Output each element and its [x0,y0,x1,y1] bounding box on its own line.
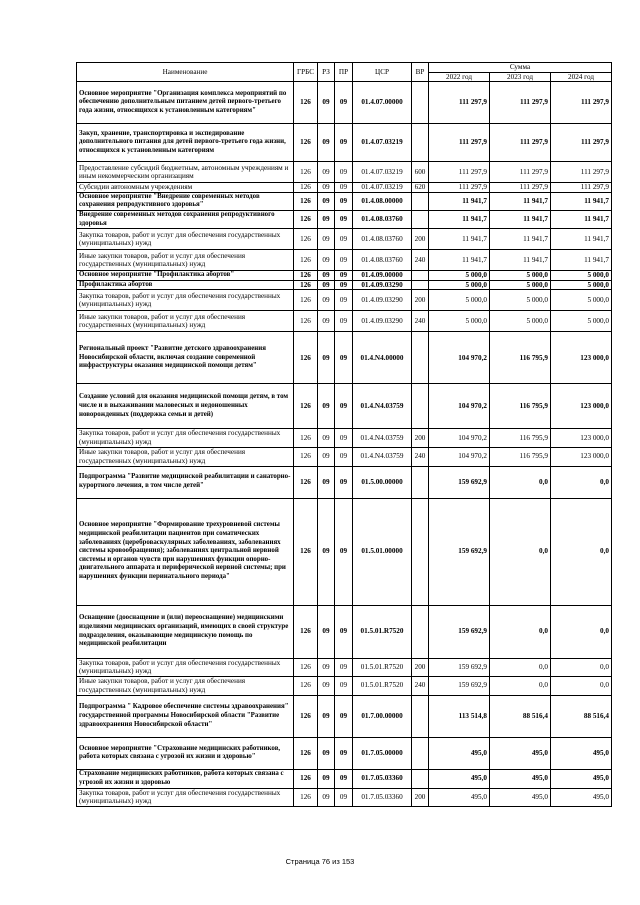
row-rz: 09 [318,605,335,658]
table-row [77,498,612,605]
row-pr: 09 [335,658,353,676]
row-grbs: 126 [294,250,318,271]
row-pr: 09 [335,210,353,228]
row-sum-2022: 159 692,9 [429,605,490,658]
row-grbs: 126 [294,498,318,605]
row-csr: 01.7.00.00000 [353,695,412,737]
row-csr: 01.4.N4.03759 [353,429,412,447]
row-rz: 09 [318,192,335,210]
row-vr [412,192,429,210]
row-sum-2024: 88 516,4 [551,695,612,737]
row-sum-2022: 5 000,0 [429,271,490,281]
row-grbs: 126 [294,769,318,788]
row-name: Закупка товаров, работ и услуг для обеспечения государственных (муниципальных) нужд [77,290,294,311]
row-pr: 09 [335,788,353,806]
header-year-2024: 2024 год [551,72,612,82]
row-sum-2023: 11 941,7 [490,192,551,210]
row-csr: 01.4.08.03760 [353,210,412,228]
row-sum-2024: 11 941,7 [551,192,612,210]
row-rz: 09 [318,658,335,676]
row-rz: 09 [318,384,335,429]
row-csr: 01.4.N4.03759 [353,384,412,429]
row-grbs: 126 [294,124,318,162]
row-sum-2023: 11 941,7 [490,229,551,250]
row-sum-2023: 5 000,0 [490,280,551,290]
row-rz: 09 [318,183,335,193]
row-sum-2024: 111 297,9 [551,162,612,183]
row-csr: 01.7.05.00000 [353,737,412,769]
row-sum-2023: 116 795,9 [490,447,551,466]
row-sum-2024: 5 000,0 [551,280,612,290]
row-sum-2024: 123 000,0 [551,447,612,466]
row-sum-2022: 11 941,7 [429,250,490,271]
table-row [77,737,612,769]
row-grbs: 126 [294,788,318,806]
table-row [77,82,612,124]
row-pr: 09 [335,290,353,311]
row-sum-2024: 11 941,7 [551,229,612,250]
table-row [77,658,612,676]
row-grbs: 126 [294,210,318,228]
table-row [77,311,612,332]
header-vr: ВР [412,63,429,82]
row-rz: 09 [318,788,335,806]
table-row [77,271,612,281]
row-name: Профилактика абортов [77,280,294,290]
row-grbs: 126 [294,384,318,429]
row-rz: 09 [318,769,335,788]
row-sum-2022: 111 297,9 [429,183,490,193]
row-vr [412,82,429,124]
row-grbs: 126 [294,658,318,676]
row-rz: 09 [318,250,335,271]
row-rz: 09 [318,429,335,447]
row-sum-2024: 111 297,9 [551,82,612,124]
row-grbs: 126 [294,82,318,124]
row-sum-2022: 159 692,9 [429,676,490,695]
row-pr: 09 [335,384,353,429]
row-pr: 09 [335,162,353,183]
row-sum-2024: 0,0 [551,605,612,658]
row-vr [412,466,429,498]
table-row [77,466,612,498]
row-vr [412,605,429,658]
row-sum-2022: 495,0 [429,788,490,806]
table-row [77,788,612,806]
row-vr: 240 [412,250,429,271]
row-vr [412,271,429,281]
row-vr: 200 [412,229,429,250]
row-grbs: 126 [294,429,318,447]
row-csr: 01.4.08.03760 [353,250,412,271]
row-pr: 09 [335,271,353,281]
row-sum-2022: 111 297,9 [429,82,490,124]
table-row [77,676,612,695]
table-body [77,82,612,807]
row-sum-2023: 111 297,9 [490,124,551,162]
row-rz: 09 [318,82,335,124]
row-vr: 240 [412,676,429,695]
row-sum-2024: 111 297,9 [551,124,612,162]
table-row [77,250,612,271]
row-pr: 09 [335,695,353,737]
row-grbs: 126 [294,605,318,658]
row-sum-2023: 116 795,9 [490,429,551,447]
row-vr [412,210,429,228]
row-sum-2022: 5 000,0 [429,311,490,332]
row-sum-2023: 5 000,0 [490,290,551,311]
row-sum-2024: 0,0 [551,498,612,605]
row-vr [412,769,429,788]
row-name: Иные закупки товаров, работ и услуг для обеспечения государственных (муниципальных) нужд [77,676,294,695]
row-name: Закупка товаров, работ и услуг для обеспечения государственных (муниципальных) нужд [77,429,294,447]
row-sum-2022: 495,0 [429,737,490,769]
row-pr: 09 [335,498,353,605]
row-sum-2022: 495,0 [429,769,490,788]
row-vr [412,124,429,162]
row-sum-2024: 495,0 [551,737,612,769]
row-sum-2022: 111 297,9 [429,124,490,162]
row-rz: 09 [318,290,335,311]
row-vr: 620 [412,183,429,193]
header-csr: ЦСР [353,63,412,82]
row-grbs: 126 [294,271,318,281]
row-grbs: 126 [294,676,318,695]
row-grbs: 126 [294,162,318,183]
row-sum-2022: 104 970,2 [429,447,490,466]
row-csr: 01.4.08.03760 [353,229,412,250]
row-sum-2022: 159 692,9 [429,466,490,498]
table-row [77,429,612,447]
row-sum-2023: 116 795,9 [490,332,551,384]
row-sum-2024: 123 000,0 [551,384,612,429]
row-csr: 01.4.07.03219 [353,183,412,193]
row-pr: 09 [335,466,353,498]
row-csr: 01.4.07.03219 [353,162,412,183]
header-pr: ПР [335,63,353,82]
row-rz: 09 [318,162,335,183]
table-row [77,290,612,311]
row-vr [412,384,429,429]
row-csr: 01.4.09.03290 [353,280,412,290]
row-sum-2024: 5 000,0 [551,290,612,311]
row-sum-2023: 0,0 [490,605,551,658]
row-name: Закупка товаров, работ и услуг для обеспечения государственных (муниципальных) нужд [77,788,294,806]
row-rz: 09 [318,280,335,290]
row-sum-2024: 5 000,0 [551,311,612,332]
row-rz: 09 [318,332,335,384]
row-rz: 09 [318,229,335,250]
header-year-2023: 2023 год [490,72,551,82]
row-csr: 01.4.08.00000 [353,192,412,210]
row-vr: 200 [412,290,429,311]
row-csr: 01.4.07.00000 [353,82,412,124]
table-row [77,280,612,290]
row-name: Страхование медицинских работников, работа которых связана с угрозой их жизни и здоровью [77,769,294,788]
row-vr [412,695,429,737]
row-pr: 09 [335,676,353,695]
row-vr [412,498,429,605]
row-rz: 09 [318,466,335,498]
row-csr: 01.4.09.03290 [353,311,412,332]
row-grbs: 126 [294,280,318,290]
budget-table [76,62,612,807]
row-pr: 09 [335,605,353,658]
row-grbs: 126 [294,183,318,193]
table-row [77,192,612,210]
row-name: Основное мероприятие "Организация комплекса мероприятий по обеспечению дополнительным питанием детей первого-третьего года жизни, относящихся к установленным категориям" [77,82,294,124]
row-csr: 01.5.01.R7520 [353,658,412,676]
row-rz: 09 [318,311,335,332]
row-sum-2024: 123 000,0 [551,332,612,384]
row-vr: 200 [412,788,429,806]
table-row [77,210,612,228]
row-pr: 09 [335,332,353,384]
row-csr: 01.5.01.R7520 [353,676,412,695]
header-rz: РЗ [318,63,335,82]
row-name: Закупка товаров, работ и услуг для обеспечения государственных (муниципальных) нужд [77,658,294,676]
row-pr: 09 [335,429,353,447]
table-row [77,124,612,162]
row-rz: 09 [318,447,335,466]
row-sum-2023: 5 000,0 [490,271,551,281]
row-sum-2024: 11 941,7 [551,250,612,271]
row-sum-2022: 113 514,8 [429,695,490,737]
header-name: Наименование [77,63,294,82]
row-sum-2023: 111 297,9 [490,82,551,124]
row-name: Закуп, хранение, транспортировка и экспедирование дополнительного питания для детей первого-третьего года жизни, относящихся к установленным категориям [77,124,294,162]
row-sum-2022: 104 970,2 [429,332,490,384]
row-sum-2023: 88 516,4 [490,695,551,737]
row-sum-2023: 11 941,7 [490,210,551,228]
row-name: Предоставление субсидий бюджетным, автономным учреждениям и иным некоммерческим организациям [77,162,294,183]
table-header [77,63,612,82]
row-sum-2022: 159 692,9 [429,658,490,676]
row-csr: 01.5.01.R7520 [353,605,412,658]
row-vr: 200 [412,658,429,676]
table-row [77,769,612,788]
row-sum-2024: 495,0 [551,788,612,806]
row-sum-2024: 495,0 [551,769,612,788]
row-grbs: 126 [294,229,318,250]
row-name: Субсидии автономным учреждениям [77,183,294,193]
row-pr: 09 [335,769,353,788]
row-name: Внедрение современных методов сохранения репродуктивного здоровья [77,210,294,228]
row-name: Создание условий для оказания медицинской помощи детям, в том числе и в выхаживании маловесных и недоношенных новорожденных (поддержка семьи и детей) [77,384,294,429]
row-csr: 01.5.00.00000 [353,466,412,498]
row-rz: 09 [318,695,335,737]
row-name: Основное мероприятие "Формирование трехуровневой системы медицинской реабилитации пациентов при соматических заболеваниях (цереброваскулярных заболеваниях, заболеваниях системы кровообращения); заболеваниях центральной нервной системы и органов чувств при нарушениях функции опорно-двигательного аппарата и периферической нервной системы; при нарушениях функции перинатального периода" [77,498,294,605]
row-sum-2023: 111 297,9 [490,183,551,193]
row-rz: 09 [318,271,335,281]
row-sum-2022: 104 970,2 [429,429,490,447]
row-csr: 01.4.N4.03759 [353,447,412,466]
row-sum-2023: 0,0 [490,676,551,695]
row-sum-2023: 0,0 [490,658,551,676]
row-name: Подпрограмма "Развитие медицинской реабилитации и санаторно-курортного лечения, в том числе детей" [77,466,294,498]
header-sum: Сумма [429,63,612,73]
row-csr: 01.7.05.03360 [353,788,412,806]
row-pr: 09 [335,737,353,769]
table-row [77,605,612,658]
row-sum-2022: 11 941,7 [429,192,490,210]
table-row [77,384,612,429]
row-csr: 01.7.05.03360 [353,769,412,788]
row-pr: 09 [335,311,353,332]
header-grbs: ГРБС [294,63,318,82]
row-pr: 09 [335,280,353,290]
row-sum-2023: 116 795,9 [490,384,551,429]
row-sum-2023: 0,0 [490,466,551,498]
row-pr: 09 [335,447,353,466]
row-csr: 01.4.N4.00000 [353,332,412,384]
row-grbs: 126 [294,447,318,466]
row-grbs: 126 [294,290,318,311]
row-csr: 01.4.07.03219 [353,124,412,162]
row-name: Подпрограмма " Кадровое обеспечение системы здравоохранения" государственной программы Новосибирской области "Развитие здравоохранения Новосибирской области" [77,695,294,737]
row-vr [412,332,429,384]
row-pr: 09 [335,183,353,193]
row-sum-2022: 159 692,9 [429,498,490,605]
row-sum-2024: 0,0 [551,658,612,676]
row-name: Иные закупки товаров, работ и услуг для обеспечения государственных (муниципальных) нужд [77,447,294,466]
row-name: Основное мероприятие "Страхование медицинских работников, работа которых связана с угрозой их жизни и здоровью" [77,737,294,769]
row-grbs: 126 [294,332,318,384]
row-vr: 240 [412,447,429,466]
row-sum-2024: 0,0 [551,466,612,498]
table-row [77,162,612,183]
row-grbs: 126 [294,466,318,498]
row-grbs: 126 [294,737,318,769]
row-sum-2024: 0,0 [551,676,612,695]
row-sum-2022: 104 970,2 [429,384,490,429]
row-sum-2022: 11 941,7 [429,229,490,250]
row-pr: 09 [335,250,353,271]
row-pr: 09 [335,192,353,210]
row-rz: 09 [318,498,335,605]
table-row [77,332,612,384]
row-sum-2023: 0,0 [490,498,551,605]
row-vr [412,737,429,769]
row-sum-2022: 5 000,0 [429,280,490,290]
row-name: Иные закупки товаров, работ и услуг для обеспечения государственных (муниципальных) нужд [77,311,294,332]
row-rz: 09 [318,210,335,228]
row-sum-2022: 111 297,9 [429,162,490,183]
row-sum-2022: 11 941,7 [429,210,490,228]
row-name: Закупка товаров, работ и услуг для обеспечения государственных (муниципальных) нужд [77,229,294,250]
page-number: Страница 76 из 153 [285,857,355,866]
row-csr: 01.4.09.03290 [353,290,412,311]
row-sum-2022: 5 000,0 [429,290,490,311]
table-row [77,229,612,250]
table-row [77,183,612,193]
row-rz: 09 [318,124,335,162]
row-grbs: 126 [294,311,318,332]
row-rz: 09 [318,676,335,695]
row-name: Региональный проект "Развитие детского здравоохранения Новосибирской области, включая создание современной инфраструктуры оказания медицинской помощи детям" [77,332,294,384]
row-name: Основное мероприятие "Профилактика абортов" [77,271,294,281]
row-rz: 09 [318,737,335,769]
row-sum-2024: 111 297,9 [551,183,612,193]
row-name: Оснащение (дооснащение и (или) переоснащение) медицинскими изделиями медицинских организаций, имеющих в своей структуре подразделения, оказывающие медицинскую помощь по медицинской реабилитации [77,605,294,658]
row-sum-2023: 495,0 [490,737,551,769]
row-csr: 01.4.09.00000 [353,271,412,281]
row-pr: 09 [335,229,353,250]
row-vr: 200 [412,429,429,447]
table-row [77,447,612,466]
row-csr: 01.5.01.00000 [353,498,412,605]
row-vr: 240 [412,311,429,332]
row-vr [412,280,429,290]
row-sum-2024: 5 000,0 [551,271,612,281]
row-sum-2023: 5 000,0 [490,311,551,332]
row-sum-2023: 495,0 [490,769,551,788]
row-name: Иные закупки товаров, работ и услуг для обеспечения государственных (муниципальных) нужд [77,250,294,271]
row-sum-2024: 123 000,0 [551,429,612,447]
row-grbs: 126 [294,695,318,737]
table-row [77,695,612,737]
row-vr: 600 [412,162,429,183]
header-year-2022: 2022 год [429,72,490,82]
row-sum-2023: 11 941,7 [490,250,551,271]
row-sum-2023: 111 297,9 [490,162,551,183]
row-sum-2023: 495,0 [490,788,551,806]
row-pr: 09 [335,82,353,124]
row-sum-2024: 11 941,7 [551,210,612,228]
row-pr: 09 [335,124,353,162]
row-grbs: 126 [294,192,318,210]
row-name: Основное мероприятие "Внедрение современных методов сохранения репродуктивного здоровья" [77,192,294,210]
